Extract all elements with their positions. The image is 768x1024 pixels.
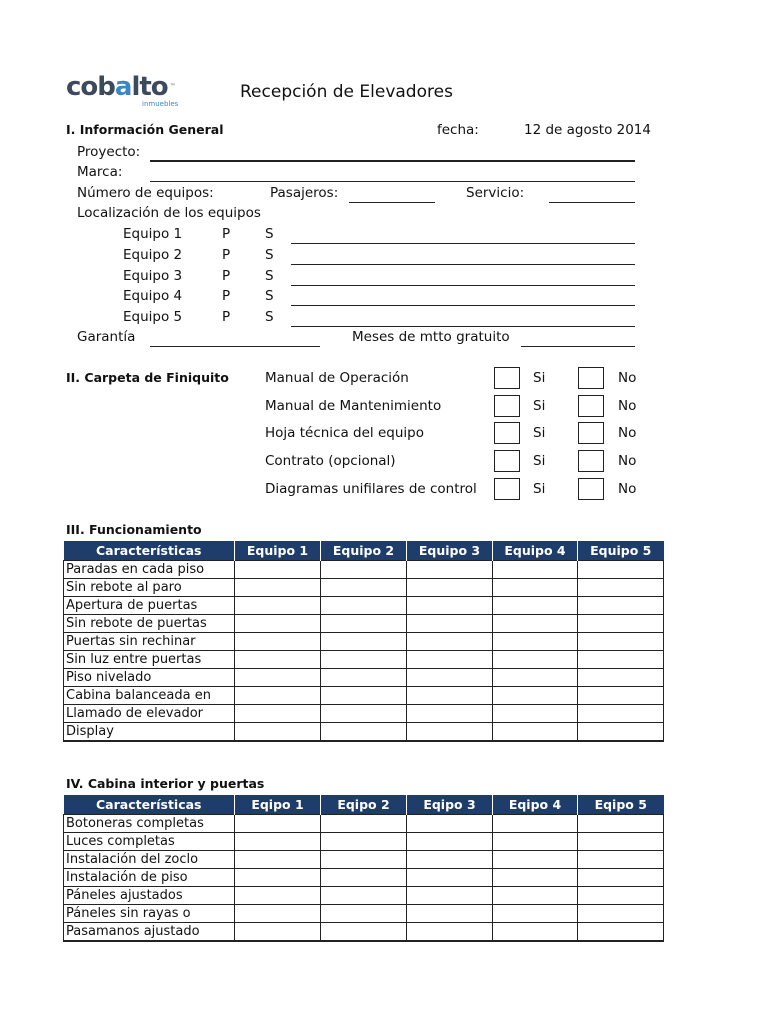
table-cell[interactable]	[235, 815, 321, 833]
equipo-3-s: S	[265, 268, 274, 284]
equipo-4-p: P	[222, 288, 231, 304]
equipo-5-p: P	[222, 309, 231, 325]
row-label: Apertura de puertas	[64, 597, 235, 615]
funcionamiento-header-row	[64, 541, 664, 561]
table-cell[interactable]	[407, 615, 493, 633]
row-label: Páneles sin rayas o	[64, 905, 235, 923]
table-row	[64, 669, 664, 687]
carpeta-item-5-no-label: No	[618, 481, 637, 497]
table-cell[interactable]	[407, 687, 493, 705]
table-cell[interactable]	[407, 597, 493, 615]
carpeta-item-2-si-label: Si	[533, 398, 546, 414]
equipo-1-label: Equipo 1	[123, 226, 183, 242]
row-label: Sin rebote de puertas	[64, 615, 235, 633]
table-cell[interactable]	[321, 723, 407, 742]
table-cell[interactable]	[235, 687, 321, 705]
table-cell[interactable]	[235, 669, 321, 687]
column-header: Equipo 4	[493, 541, 578, 561]
carpeta-item-4-no-checkbox[interactable]	[578, 450, 604, 472]
table-cell[interactable]	[578, 723, 664, 742]
row-label: Paradas en cada piso	[64, 561, 235, 579]
table-cell[interactable]	[321, 705, 407, 723]
column-header: Características	[64, 795, 235, 815]
table-cell[interactable]	[578, 923, 664, 942]
table-cell[interactable]	[578, 579, 664, 597]
equipo-4-field[interactable]	[291, 305, 635, 306]
table-row	[64, 633, 664, 651]
table-cell[interactable]	[235, 561, 321, 579]
fecha-label: fecha:	[437, 122, 479, 138]
row-label: Pasamanos ajustado	[64, 923, 235, 942]
equipo-3-label: Equipo 3	[123, 268, 183, 284]
funcionamiento-table	[63, 541, 664, 742]
table-cell[interactable]	[235, 923, 321, 942]
equipo-1-p: P	[222, 226, 231, 242]
table-cell[interactable]	[493, 615, 578, 633]
table-cell[interactable]	[407, 705, 493, 723]
column-header: Equipo 3	[407, 541, 493, 561]
table-row	[64, 615, 664, 633]
table-cell[interactable]	[235, 579, 321, 597]
page-title: Recepción de Elevadores	[240, 82, 453, 102]
table-cell[interactable]	[493, 669, 578, 687]
table-cell[interactable]	[578, 561, 664, 579]
table-row	[64, 561, 664, 579]
table-cell[interactable]	[235, 723, 321, 742]
row-label: Páneles ajustados	[64, 887, 235, 905]
table-cell[interactable]	[235, 705, 321, 723]
table-cell[interactable]	[321, 669, 407, 687]
table-row	[64, 723, 664, 742]
logo-trademark: ™	[169, 83, 175, 90]
table-cell[interactable]	[235, 633, 321, 651]
table-cell[interactable]	[493, 579, 578, 597]
carpeta-item-5-label: Diagramas unifilares de control	[265, 481, 477, 497]
column-header: Equipo 2	[321, 541, 407, 561]
garantia-label: Garantía	[77, 329, 136, 345]
table-cell[interactable]	[493, 633, 578, 651]
carpeta-item-4-label: Contrato (opcional)	[265, 453, 396, 469]
logo-subtitle: inmuebles	[142, 100, 179, 108]
proyecto-label: Proyecto:	[77, 144, 141, 160]
carpeta-item-1-si-label: Si	[533, 370, 546, 386]
table-cell[interactable]	[235, 905, 321, 923]
table-cell[interactable]	[235, 869, 321, 887]
table-cell[interactable]	[407, 651, 493, 669]
column-header: Eqipo 1	[235, 795, 321, 815]
section-4-heading: IV. Cabina interior y puertas	[66, 776, 265, 791]
table-row	[64, 687, 664, 705]
table-cell[interactable]	[321, 869, 407, 887]
meses-mtto-label: Meses de mtto gratuito	[352, 329, 510, 345]
equipo-2-field[interactable]	[291, 264, 635, 265]
table-row	[64, 579, 664, 597]
table-cell[interactable]	[321, 815, 407, 833]
numero-equipos-label: Número de equipos:	[77, 185, 214, 201]
table-cell[interactable]	[578, 905, 664, 923]
row-label: Instalación de piso	[64, 869, 235, 887]
column-header: Eqipo 2	[321, 795, 407, 815]
table-cell[interactable]	[407, 869, 493, 887]
carpeta-item-1-si-checkbox[interactable]	[494, 367, 520, 389]
column-header: Características	[64, 541, 235, 561]
table-cell[interactable]	[321, 597, 407, 615]
carpeta-item-3-si-checkbox[interactable]	[494, 422, 520, 444]
carpeta-item-4-no-label: No	[618, 453, 637, 469]
cobalto-logo	[66, 72, 179, 108]
equipo-4-label: Equipo 4	[123, 288, 183, 304]
table-row	[64, 905, 664, 923]
table-cell[interactable]	[578, 851, 664, 869]
row-label: Sin luz entre puertas	[64, 651, 235, 669]
table-row	[64, 887, 664, 905]
table-cell[interactable]	[493, 815, 578, 833]
carpeta-item-1-no-checkbox[interactable]	[578, 367, 604, 389]
column-header: Eqipo 5	[578, 795, 664, 815]
table-cell[interactable]	[235, 851, 321, 869]
table-cell[interactable]	[493, 869, 578, 887]
carpeta-item-2-no-checkbox[interactable]	[578, 395, 604, 417]
row-label: Llamado de elevador	[64, 705, 235, 723]
table-cell[interactable]	[407, 887, 493, 905]
table-cell[interactable]	[493, 723, 578, 742]
section-3-heading: III. Funcionamiento	[66, 522, 202, 537]
table-cell[interactable]	[493, 651, 578, 669]
meses-mtto-field[interactable]	[521, 346, 635, 347]
carpeta-item-5-no-checkbox[interactable]	[578, 478, 604, 500]
table-cell[interactable]	[321, 561, 407, 579]
table-cell[interactable]	[578, 869, 664, 887]
carpeta-item-4-si-label: Si	[533, 453, 546, 469]
table-cell[interactable]	[578, 633, 664, 651]
equipo-3-field[interactable]	[291, 285, 635, 286]
table-cell[interactable]	[235, 887, 321, 905]
table-cell[interactable]	[407, 723, 493, 742]
equipo-5-field[interactable]	[291, 326, 635, 327]
table-cell[interactable]	[321, 905, 407, 923]
carpeta-item-3-no-checkbox[interactable]	[578, 422, 604, 444]
table-cell[interactable]	[321, 615, 407, 633]
carpeta-item-5-si-label: Si	[533, 481, 546, 497]
carpeta-item-2-label: Manual de Mantenimiento	[265, 398, 442, 414]
section-2-heading: II. Carpeta de Finiquito	[66, 370, 229, 385]
table-cell[interactable]	[235, 651, 321, 669]
table-row	[64, 923, 664, 942]
table-cell[interactable]	[321, 687, 407, 705]
table-cell[interactable]	[578, 887, 664, 905]
marca-label: Marca:	[77, 164, 123, 180]
carpeta-item-2-si-checkbox[interactable]	[494, 395, 520, 417]
table-cell[interactable]	[493, 561, 578, 579]
table-cell[interactable]	[407, 669, 493, 687]
carpeta-item-1-label: Manual de Operación	[265, 370, 409, 386]
garantia-field[interactable]	[150, 346, 320, 347]
pasajeros-field[interactable]	[349, 202, 435, 203]
table-cell[interactable]	[578, 815, 664, 833]
logo-text-after: lto	[131, 72, 168, 102]
table-cell[interactable]	[407, 851, 493, 869]
row-label: Cabina balanceada en	[64, 687, 235, 705]
row-label: Puertas sin rechinar	[64, 633, 235, 651]
carpeta-item-1-no-label: No	[618, 370, 637, 386]
table-row	[64, 597, 664, 615]
table-cell[interactable]	[321, 633, 407, 651]
table-cell[interactable]	[321, 887, 407, 905]
table-cell[interactable]	[321, 833, 407, 851]
equipo-5-s: S	[265, 309, 274, 325]
table-cell[interactable]	[321, 651, 407, 669]
table-cell[interactable]	[493, 687, 578, 705]
table-cell[interactable]	[578, 597, 664, 615]
table-cell[interactable]	[235, 615, 321, 633]
fecha-value: 12 de agosto 2014	[524, 122, 651, 138]
equipo-2-s: S	[265, 247, 274, 263]
section-1-heading: I. Información General	[66, 122, 224, 137]
table-cell[interactable]	[578, 651, 664, 669]
table-cell[interactable]	[493, 923, 578, 942]
table-cell[interactable]	[321, 851, 407, 869]
column-header: Eqipo 4	[493, 795, 578, 815]
table-cell[interactable]	[578, 687, 664, 705]
equipo-5-label: Equipo 5	[123, 309, 183, 325]
table-cell[interactable]	[578, 833, 664, 851]
row-label: Sin rebote al paro	[64, 579, 235, 597]
table-cell[interactable]	[578, 705, 664, 723]
table-row	[64, 851, 664, 869]
table-cell[interactable]	[493, 597, 578, 615]
servicio-label: Servicio:	[466, 185, 525, 201]
marca-field[interactable]	[150, 181, 635, 182]
equipo-4-s: S	[265, 288, 274, 304]
table-row	[64, 869, 664, 887]
table-cell[interactable]	[407, 923, 493, 942]
proyecto-field[interactable]	[150, 160, 635, 162]
table-cell[interactable]	[321, 579, 407, 597]
cabina-header-row	[64, 795, 664, 815]
carpeta-item-5-si-checkbox[interactable]	[494, 478, 520, 500]
table-row	[64, 815, 664, 833]
table-cell[interactable]	[407, 633, 493, 651]
column-header: Equipo 5	[578, 541, 664, 561]
equipo-2-p: P	[222, 247, 231, 263]
pasajeros-label: Pasajeros:	[270, 185, 339, 201]
table-cell[interactable]	[493, 851, 578, 869]
table-row	[64, 705, 664, 723]
carpeta-item-3-label: Hoja técnica del equipo	[265, 425, 424, 441]
table-row	[64, 651, 664, 669]
equipo-2-label: Equipo 2	[123, 247, 183, 263]
row-label: Instalación del zoclo	[64, 851, 235, 869]
carpeta-item-3-si-label: Si	[533, 425, 546, 441]
equipo-1-field[interactable]	[291, 243, 635, 244]
table-cell[interactable]	[407, 579, 493, 597]
table-cell[interactable]	[321, 923, 407, 942]
carpeta-item-3-no-label: No	[618, 425, 637, 441]
equipo-3-p: P	[222, 268, 231, 284]
row-label: Display	[64, 723, 235, 742]
carpeta-item-4-si-checkbox[interactable]	[494, 450, 520, 472]
table-cell[interactable]	[407, 561, 493, 579]
column-header: Equipo 1	[235, 541, 321, 561]
logo-text-accent: a	[114, 72, 132, 102]
table-cell[interactable]	[578, 669, 664, 687]
table-row	[64, 833, 664, 851]
row-label: Botoneras completas	[64, 815, 235, 833]
table-cell[interactable]	[407, 815, 493, 833]
table-cell[interactable]	[235, 597, 321, 615]
column-header: Eqipo 3	[407, 795, 493, 815]
table-cell[interactable]	[407, 905, 493, 923]
table-cell[interactable]	[493, 905, 578, 923]
table-cell[interactable]	[235, 833, 321, 851]
table-cell[interactable]	[493, 887, 578, 905]
localizacion-label: Localización de los equipos	[77, 205, 261, 221]
table-cell[interactable]	[493, 705, 578, 723]
carpeta-item-2-no-label: No	[618, 398, 637, 414]
row-label: Piso nivelado	[64, 669, 235, 687]
cabina-table	[63, 795, 664, 942]
table-cell[interactable]	[578, 615, 664, 633]
logo-text-before: cob	[66, 72, 115, 102]
table-cell[interactable]	[407, 833, 493, 851]
table-cell[interactable]	[493, 833, 578, 851]
equipo-1-s: S	[265, 226, 274, 242]
servicio-field[interactable]	[549, 202, 635, 203]
row-label: Luces completas	[64, 833, 235, 851]
